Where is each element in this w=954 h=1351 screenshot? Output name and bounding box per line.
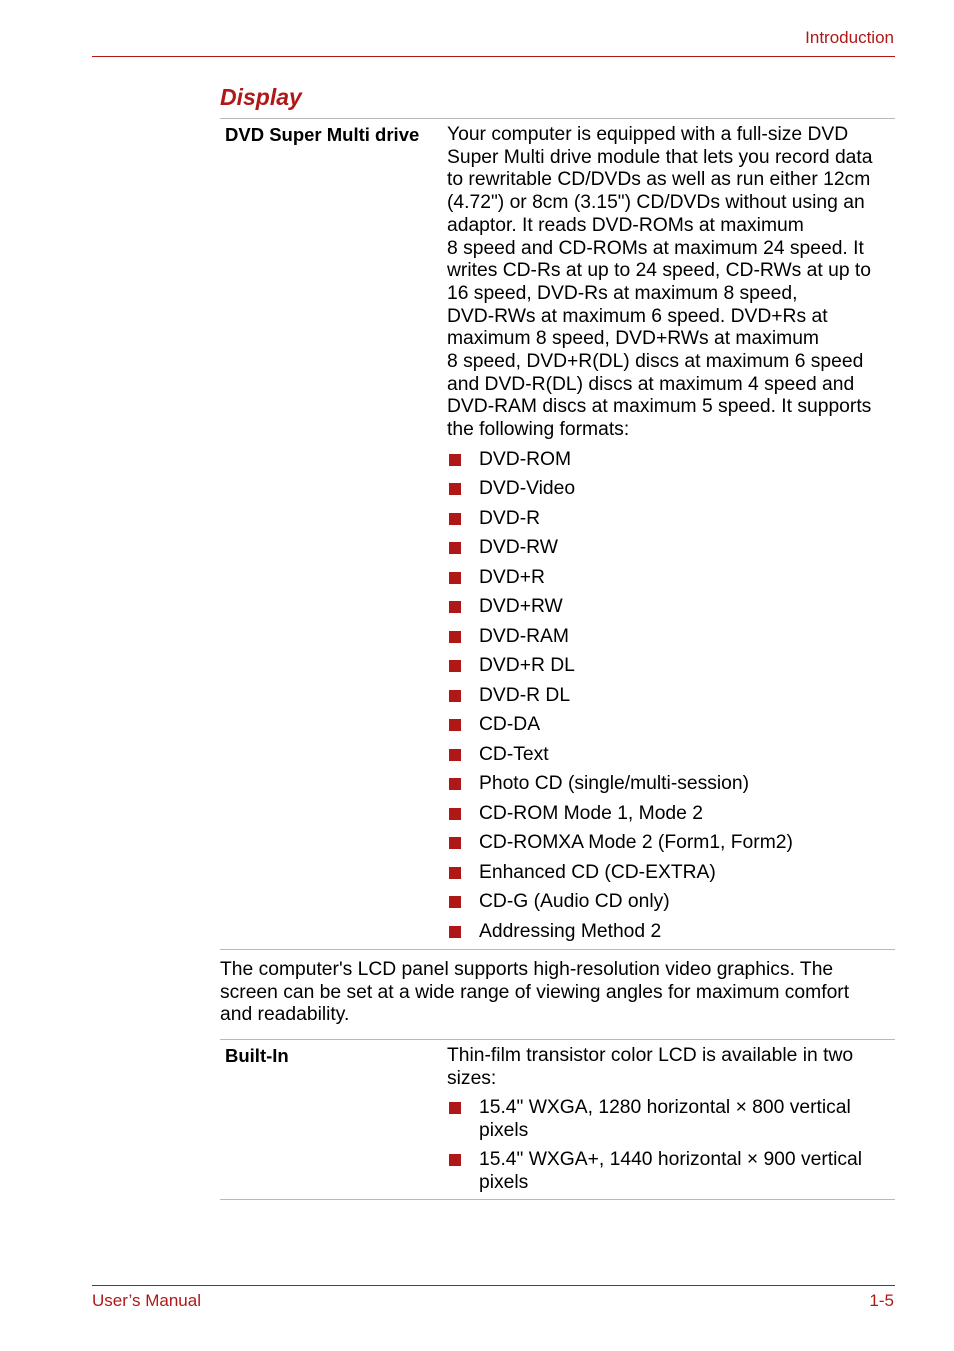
lcd-size-list — [447, 1097, 895, 1194]
red-square-bullet-icon — [449, 542, 461, 554]
format-list-item — [447, 567, 895, 590]
format-name: CD-ROM Mode 1, Mode 2 — [479, 802, 703, 824]
description-line: to rewritable CD/DVDs as well as run either 12cm — [447, 169, 871, 191]
footer-page-number: 1-5 — [869, 1291, 894, 1310]
lcd-size-list-item — [447, 1149, 895, 1194]
format-list-item — [447, 714, 895, 737]
spec-label-dvd-drive: DVD Super Multi drive — [225, 124, 420, 145]
format-name: Addressing Method 2 — [479, 920, 662, 942]
format-name: CD-DA — [479, 714, 541, 736]
description-line: sizes: — [447, 1067, 497, 1089]
format-name: DVD-R — [479, 507, 541, 529]
lcd-size-text: 15.4" WXGA, 1280 horizontal × 800 vertical — [479, 1096, 851, 1118]
lcd-size-text: pixels — [479, 1171, 529, 1193]
format-list-item — [447, 685, 895, 708]
description-line: Thin-film transistor color LCD is available in two — [447, 1045, 854, 1066]
description-line: maximum 8 speed, DVD+RWs at maximum — [447, 328, 819, 350]
format-name: CD-Text — [479, 743, 549, 765]
format-name: DVD-ROM — [479, 448, 572, 470]
description-line: Super Multi drive module that lets you record data — [447, 146, 873, 168]
lcd-size-text: 15.4" WXGA+, 1440 horizontal × 900 vertical — [479, 1148, 863, 1170]
red-square-bullet-icon — [449, 926, 461, 938]
spec-label-built-in: Built-In — [225, 1045, 289, 1066]
description-line: Your computer is equipped with a full-size DVD — [447, 124, 849, 145]
format-name: DVD-RW — [479, 537, 558, 559]
description-line: (4.72") or 8cm (3.15") CD/DVDs without using an — [447, 192, 865, 214]
format-name: DVD-R DL — [479, 684, 571, 706]
spec-row-dvd-drive — [220, 119, 895, 949]
format-list-item — [447, 449, 895, 472]
dvd-drive-spec-table — [220, 118, 895, 950]
format-name: DVD+RW — [479, 596, 563, 618]
description-line: DVD-RAM discs at maximum 5 speed. It supports — [447, 396, 872, 418]
format-list-item — [447, 832, 895, 855]
red-square-bullet-icon — [449, 719, 461, 731]
footer-divider — [92, 1285, 895, 1286]
format-list-item — [447, 744, 895, 767]
format-list-item — [447, 508, 895, 531]
intro-line: The computer's LCD panel supports high-resolution video graphics. The — [220, 959, 834, 980]
red-square-bullet-icon — [449, 1102, 461, 1114]
format-name: DVD-RAM — [479, 625, 569, 647]
dvd-drive-description — [447, 124, 895, 442]
format-list-item — [447, 537, 895, 560]
intro-line: screen can be set at a wide range of viewing angles for maximum comfort — [220, 981, 850, 1003]
format-list-item — [447, 596, 895, 619]
spec-description-built-in — [447, 1045, 895, 1194]
format-list-item — [447, 655, 895, 678]
format-list-item — [447, 891, 895, 914]
red-square-bullet-icon — [449, 896, 461, 908]
section-heading-display: Display — [220, 84, 302, 110]
running-header-section-title: Introduction — [805, 28, 894, 47]
red-square-bullet-icon — [449, 631, 461, 643]
format-list-item — [447, 773, 895, 796]
red-square-bullet-icon — [449, 749, 461, 761]
format-name: Enhanced CD (CD-EXTRA) — [479, 861, 716, 883]
dvd-format-list — [447, 449, 895, 944]
format-name: CD-G (Audio CD only) — [479, 891, 670, 913]
description-line: writes CD-Rs at up to 24 speed, CD-RWs at up to — [447, 260, 871, 282]
format-list-item — [447, 921, 895, 944]
spec-description-dvd-drive — [447, 124, 895, 944]
red-square-bullet-icon — [449, 660, 461, 672]
intro-line: and readability. — [220, 1004, 350, 1026]
lcd-description — [447, 1045, 895, 1090]
footer-manual-title: User’s Manual — [92, 1291, 201, 1310]
lcd-spec-table — [220, 1039, 895, 1200]
description-line: the following formats: — [447, 419, 630, 441]
red-square-bullet-icon — [449, 483, 461, 495]
format-name: CD-ROMXA Mode 2 (Form1, Form2) — [479, 832, 793, 854]
red-square-bullet-icon — [449, 1154, 461, 1166]
format-name: DVD+R — [479, 566, 545, 588]
description-line: 8 speed, DVD+R(DL) discs at maximum 6 speed — [447, 351, 864, 373]
header-divider — [92, 56, 895, 57]
red-square-bullet-icon — [449, 867, 461, 879]
red-square-bullet-icon — [449, 572, 461, 584]
red-square-bullet-icon — [449, 808, 461, 820]
lcd-size-text: pixels — [479, 1119, 529, 1141]
lcd-intro-paragraph — [220, 959, 895, 1027]
format-list-item — [447, 478, 895, 501]
description-line: and DVD-R(DL) discs at maximum 4 speed and — [447, 373, 855, 395]
format-name: DVD+R DL — [479, 655, 575, 677]
red-square-bullet-icon — [449, 690, 461, 702]
red-square-bullet-icon — [449, 513, 461, 525]
spec-row-built-in-lcd — [220, 1040, 895, 1199]
format-list-item — [447, 862, 895, 885]
red-square-bullet-icon — [449, 601, 461, 613]
lcd-size-list-item — [447, 1097, 895, 1142]
description-line: 8 speed and CD-ROMs at maximum 24 speed. It — [447, 237, 864, 259]
format-list-item — [447, 803, 895, 826]
format-name: Photo CD (single/multi-session) — [479, 773, 750, 795]
description-line: adaptor. It reads DVD-ROMs at maximum — [447, 214, 804, 236]
red-square-bullet-icon — [449, 778, 461, 790]
format-list-item — [447, 626, 895, 649]
description-line: 16 speed, DVD-Rs at maximum 8 speed, — [447, 282, 798, 304]
red-square-bullet-icon — [449, 454, 461, 466]
red-square-bullet-icon — [449, 837, 461, 849]
description-line: DVD-RWs at maximum 6 speed. DVD+Rs at — [447, 305, 828, 327]
format-name: DVD-Video — [479, 478, 576, 500]
